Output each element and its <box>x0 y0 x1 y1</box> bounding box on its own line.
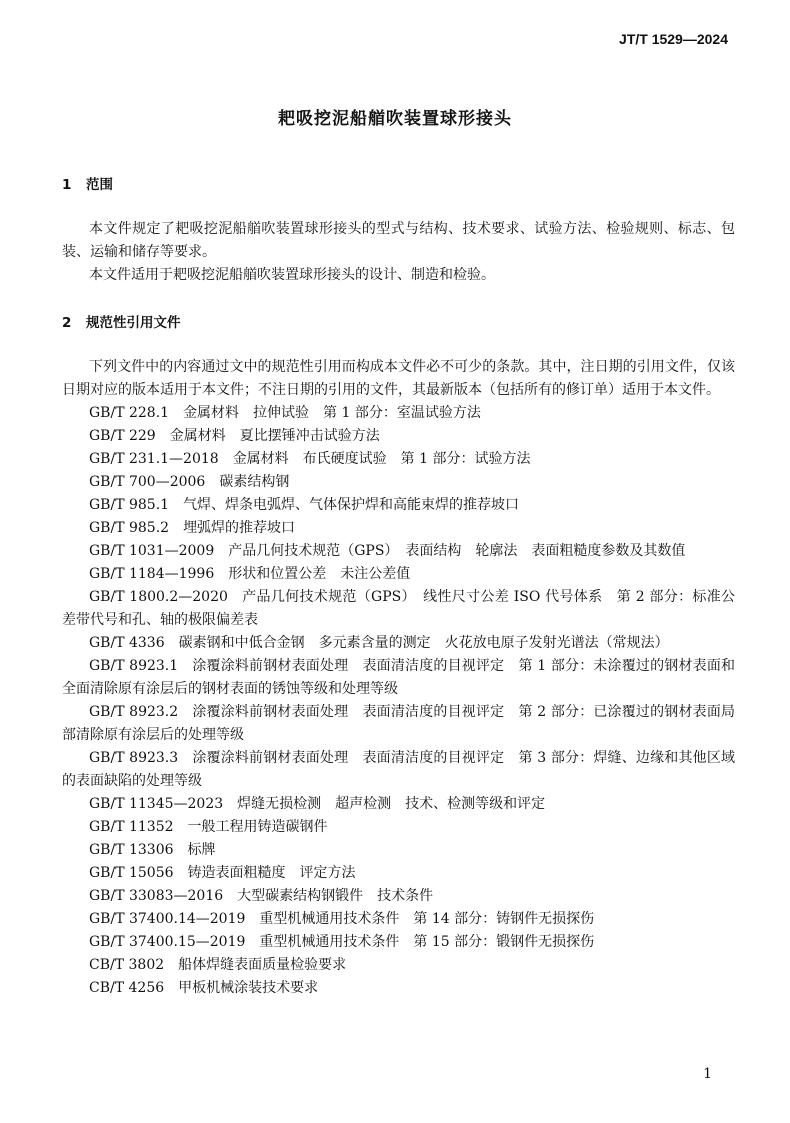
reference-item <box>62 586 735 632</box>
reference-title: 埋弧焊的推荐坡口 <box>183 520 296 536</box>
reference-title: 重型机械通用技术条件 第 14 部分：铸钢件无损探伤 <box>259 911 595 927</box>
reference-title: 大型碳素结构钢锻件 技术条件 <box>237 888 434 904</box>
section-scope <box>62 174 735 287</box>
reference-code: GB/T 33083—2016 <box>89 888 224 904</box>
reference-item <box>62 632 735 655</box>
reference-code: GB/T 8923.3 <box>89 750 179 766</box>
reference-title: 产品几何技术规范（GPS） 表面结构 轮廓法 表面粗糙度参数及其数值 <box>228 543 686 559</box>
reference-code: GB/T 985.1 <box>89 497 170 513</box>
document-number: JT/T 1529—2024 <box>619 31 728 47</box>
reference-code: GB/T 37400.15—2019 <box>89 934 246 950</box>
reference-item <box>62 471 735 494</box>
paragraph: 下列文件中的内容通过文中的规范性引用而构成本文件必不可少的条款。其中，注日期的引用文件，仅该日期对应的版本适用于本文件；不注日期的引用的文件，其最新版本（包括所有的修订单）适用于本文件。 <box>62 359 735 398</box>
reference-title: 甲板机械涂装技术要求 <box>178 980 319 996</box>
reference-item <box>62 655 735 701</box>
reference-title: 气焊、焊条电弧焊、气体保护焊和高能束焊的推荐坡口 <box>183 497 520 513</box>
reference-code: GB/T 8923.2 <box>89 704 179 720</box>
reference-code: GB/T 985.2 <box>89 520 170 536</box>
section-title: 范围 <box>86 177 113 193</box>
reference-item <box>62 862 735 885</box>
reference-item <box>62 494 735 517</box>
reference-code: GB/T 11345—2023 <box>89 796 224 812</box>
reference-title: 涂覆涂料前钢材表面处理 表面清洁度的目视评定 第 1 部分：未涂覆过的钢材表面和全面清除原有涂层后的钢材表面的锈蚀等级和处理等级 <box>62 658 735 697</box>
reference-code: GB/T 15056 <box>89 865 174 881</box>
reference-title: 金属材料 布氏硬度试验 第 1 部分：试验方法 <box>232 451 531 467</box>
reference-item <box>62 977 735 1000</box>
reference-code: GB/T 11352 <box>89 819 174 835</box>
reference-item <box>62 448 735 471</box>
reference-item <box>62 793 735 816</box>
section-heading <box>62 312 735 335</box>
reference-code: GB/T 231.1—2018 <box>89 451 219 467</box>
reference-title: 金属材料 拉伸试验 第 1 部分：室温试验方法 <box>183 405 481 421</box>
reference-item <box>62 701 735 747</box>
reference-title: 标牌 <box>187 842 216 858</box>
reference-code: GB/T 8923.1 <box>89 658 179 674</box>
reference-item <box>62 816 735 839</box>
reference-item <box>62 563 735 586</box>
section-normative-references <box>62 312 735 1000</box>
reference-item <box>62 402 735 425</box>
reference-code: GB/T 229 <box>89 428 156 444</box>
section-title: 规范性引用文件 <box>86 315 181 331</box>
reference-title: 涂覆涂料前钢材表面处理 表面清洁度的目视评定 第 2 部分：已涂覆过的钢材表面局部清除原有涂层后的处理等级 <box>62 704 735 743</box>
reference-title: 船体焊缝表面质量检验要求 <box>178 957 347 973</box>
reference-code: GB/T 700—2006 <box>89 474 206 490</box>
reference-item <box>62 425 735 448</box>
reference-title: 形状和位置公差 未注公差值 <box>228 566 411 582</box>
reference-title: 产品几何技术规范（GPS） 线性尺寸公差 ISO 代号体系 第 2 部分：标准公差带代号和孔、轴的极限偏差表 <box>62 589 736 628</box>
reference-item <box>62 931 735 954</box>
reference-item <box>62 540 735 563</box>
reference-title: 重型机械通用技术条件 第 15 部分：锻钢件无损探伤 <box>259 934 595 950</box>
reference-code: GB/T 228.1 <box>89 405 170 421</box>
reference-item <box>62 954 735 977</box>
reference-code: GB/T 1800.2—2020 <box>89 589 228 605</box>
reference-code: GB/T 13306 <box>89 842 174 858</box>
reference-title: 焊缝无损检测 超声检测 技术、检测等级和评定 <box>237 796 546 812</box>
reference-item <box>62 517 735 540</box>
reference-item <box>62 839 735 862</box>
reference-title: 碳素结构钢 <box>219 474 290 490</box>
reference-item <box>62 885 735 908</box>
reference-code: GB/T 4336 <box>89 635 165 651</box>
reference-list <box>62 402 735 1000</box>
reference-code: GB/T 1031—2009 <box>89 543 215 559</box>
reference-title: 金属材料 夏比摆锤冲击试验方法 <box>169 428 380 444</box>
paragraph: 本文件规定了耙吸挖泥船艏吹装置球形接头的型式与结构、技术要求、试验方法、检验规则、标志、包装、运输和储存等要求。 <box>62 221 735 260</box>
paragraph: 本文件适用于耙吸挖泥船艏吹装置球形接头的设计、制造和检验。 <box>89 267 495 283</box>
reference-code: CB/T 3802 <box>89 957 165 973</box>
reference-code: CB/T 4256 <box>89 980 165 996</box>
section-number: 1 <box>62 177 72 193</box>
reference-title: 涂覆涂料前钢材表面处理 表面清洁度的目视评定 第 3 部分：焊缝、边缘和其他区域的表面缺陷的处理等级 <box>62 750 735 789</box>
section-heading <box>62 174 735 197</box>
reference-code: GB/T 1184—1996 <box>89 566 215 582</box>
reference-title: 碳素钢和中低合金钢 多元素含量的测定 火花放电原子发射光谱法（常规法） <box>178 635 669 651</box>
reference-title: 一般工程用铸造碳钢件 <box>187 819 328 835</box>
section-number: 2 <box>62 315 72 331</box>
reference-code: GB/T 37400.14—2019 <box>89 911 246 927</box>
reference-item <box>62 908 735 931</box>
reference-title: 铸造表面粗糙度 评定方法 <box>187 865 356 881</box>
page-number: 1 <box>703 1066 712 1082</box>
document-title: 耙吸挖泥船艏吹装置球形接头 <box>278 109 512 129</box>
reference-item <box>62 747 735 793</box>
